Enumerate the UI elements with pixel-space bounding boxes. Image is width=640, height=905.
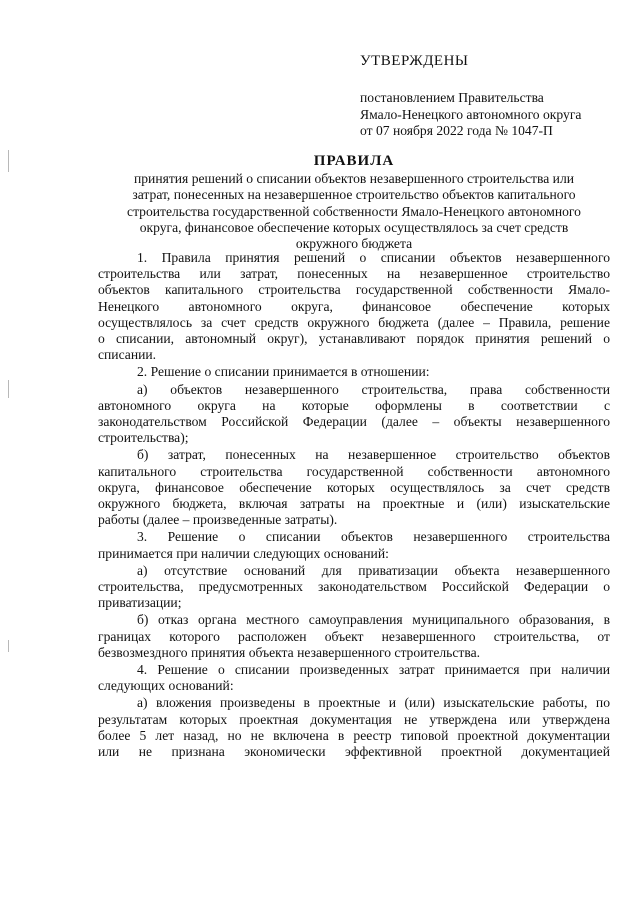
body-line: а) отсутствие оснований для приватизации объекта незавершенного (137, 562, 610, 578)
document-subtitle-line: округа, финансовое обеспечение которых осуществлялось за счет средств (139, 219, 569, 235)
approval-line: Ямало-Ненецкого автономного округа (360, 106, 582, 122)
body-line: о списании, автономный округ), устанавливают порядок принятия решений о (98, 331, 610, 347)
body-line: работы (далее – произведенные затраты). (98, 512, 338, 528)
document-subtitle-line: окружного бюджета (295, 236, 413, 252)
scan-edge-mark (8, 150, 9, 172)
body-line: законодательством Российской Федерации (далее – объекты незавершенного (98, 414, 610, 430)
document-title-block (96, 152, 612, 252)
body-line: принимается при наличии следующих оснований: (98, 545, 389, 561)
body-line: списании. (98, 347, 157, 363)
document-title: ПРАВИЛА (313, 153, 395, 169)
body-line: более 5 лет назад, но не включена в реестр типовой проектной документации (98, 727, 610, 743)
document-subtitle-line: строительства государственной собственности Ямало-Ненецкого автономного (127, 203, 581, 219)
body-paragraph (98, 563, 610, 612)
body-line: следующих оснований: (98, 678, 234, 694)
body-line: безвозмездного принятия объекта незавершенного строительства. (98, 644, 481, 660)
document-subtitle-line: принятия решений о списании объектов незавершенного строительства или (133, 171, 575, 186)
body-line: округа, финансовое обеспечение которых осуществлялось за счет средств (98, 479, 610, 495)
body-paragraph (98, 250, 610, 363)
body-line: объектов капитального строительства государственной собственности Ямало- (98, 282, 610, 298)
scan-edge-mark (8, 380, 9, 398)
body-line: осуществлялось за счет средств окружного бюджета (далее – Правила, решение (98, 314, 610, 330)
body-line: б) затрат, понесенных на незавершенное строительство объектов (137, 447, 610, 463)
body-paragraph (98, 612, 610, 661)
body-line: 1. Правила принятия решений о списании объектов незавершенного (137, 250, 610, 265)
approval-block (360, 52, 630, 140)
body-paragraph (98, 695, 610, 760)
body-line: или не признана экономически эффективной проектной документацией (98, 744, 610, 760)
body-line: а) объектов незавершенного строительства, права собственности (137, 381, 610, 397)
approval-line: от 07 ноября 2022 года № 1047-П (360, 123, 553, 138)
approval-heading: УТВЕРЖДЕНЫ (360, 53, 469, 69)
scan-edge-mark (8, 640, 9, 652)
body-line: границах которого расположен объект незавершенного строительства, от (98, 628, 610, 644)
body-line: результатам которых проектная документация не утверждена или утверждена (98, 711, 610, 727)
body-line: капитального строительства государственной собственности автономного (98, 463, 610, 479)
body-paragraph (98, 529, 610, 561)
body-line: окружного бюджета, включая затраты на проектные и (или) изыскательские (98, 496, 610, 512)
document-subtitle-line: затрат, понесенных на незавершенное строительство объектов капитального (132, 187, 576, 203)
body-paragraph (98, 447, 610, 528)
body-line: строительства); (98, 430, 189, 446)
body-line: б) отказ органа местного самоуправления муниципального образования, в (137, 612, 610, 628)
body-line: Ненецкого автономного округа, финансовое обеспечение которых (98, 298, 610, 314)
body-line: 3. Решение о списании объектов незавершенного строительства (137, 529, 610, 545)
body-paragraph (98, 662, 610, 694)
body-line: автономного округа на которые оформлены в соответствии с (98, 397, 610, 413)
body-line: приватизации; (98, 595, 182, 611)
approval-line: постановлением Правительства (360, 90, 544, 105)
body-line: а) вложения произведены в проектные и (или) изыскательские работы, по (137, 695, 610, 711)
document-body (98, 250, 610, 761)
body-line: 2. Решение о списании принимается в отношении: (137, 364, 430, 380)
body-line: строительства или затрат, понесенных на незавершенное строительство (98, 266, 610, 282)
body-paragraph (98, 364, 610, 380)
body-line: 4. Решение о списании произведенных затрат принимается при наличии (137, 662, 610, 678)
body-paragraph (98, 382, 610, 447)
body-line: строительства, предусмотренных законодательством Российской Федерации о (98, 579, 610, 595)
